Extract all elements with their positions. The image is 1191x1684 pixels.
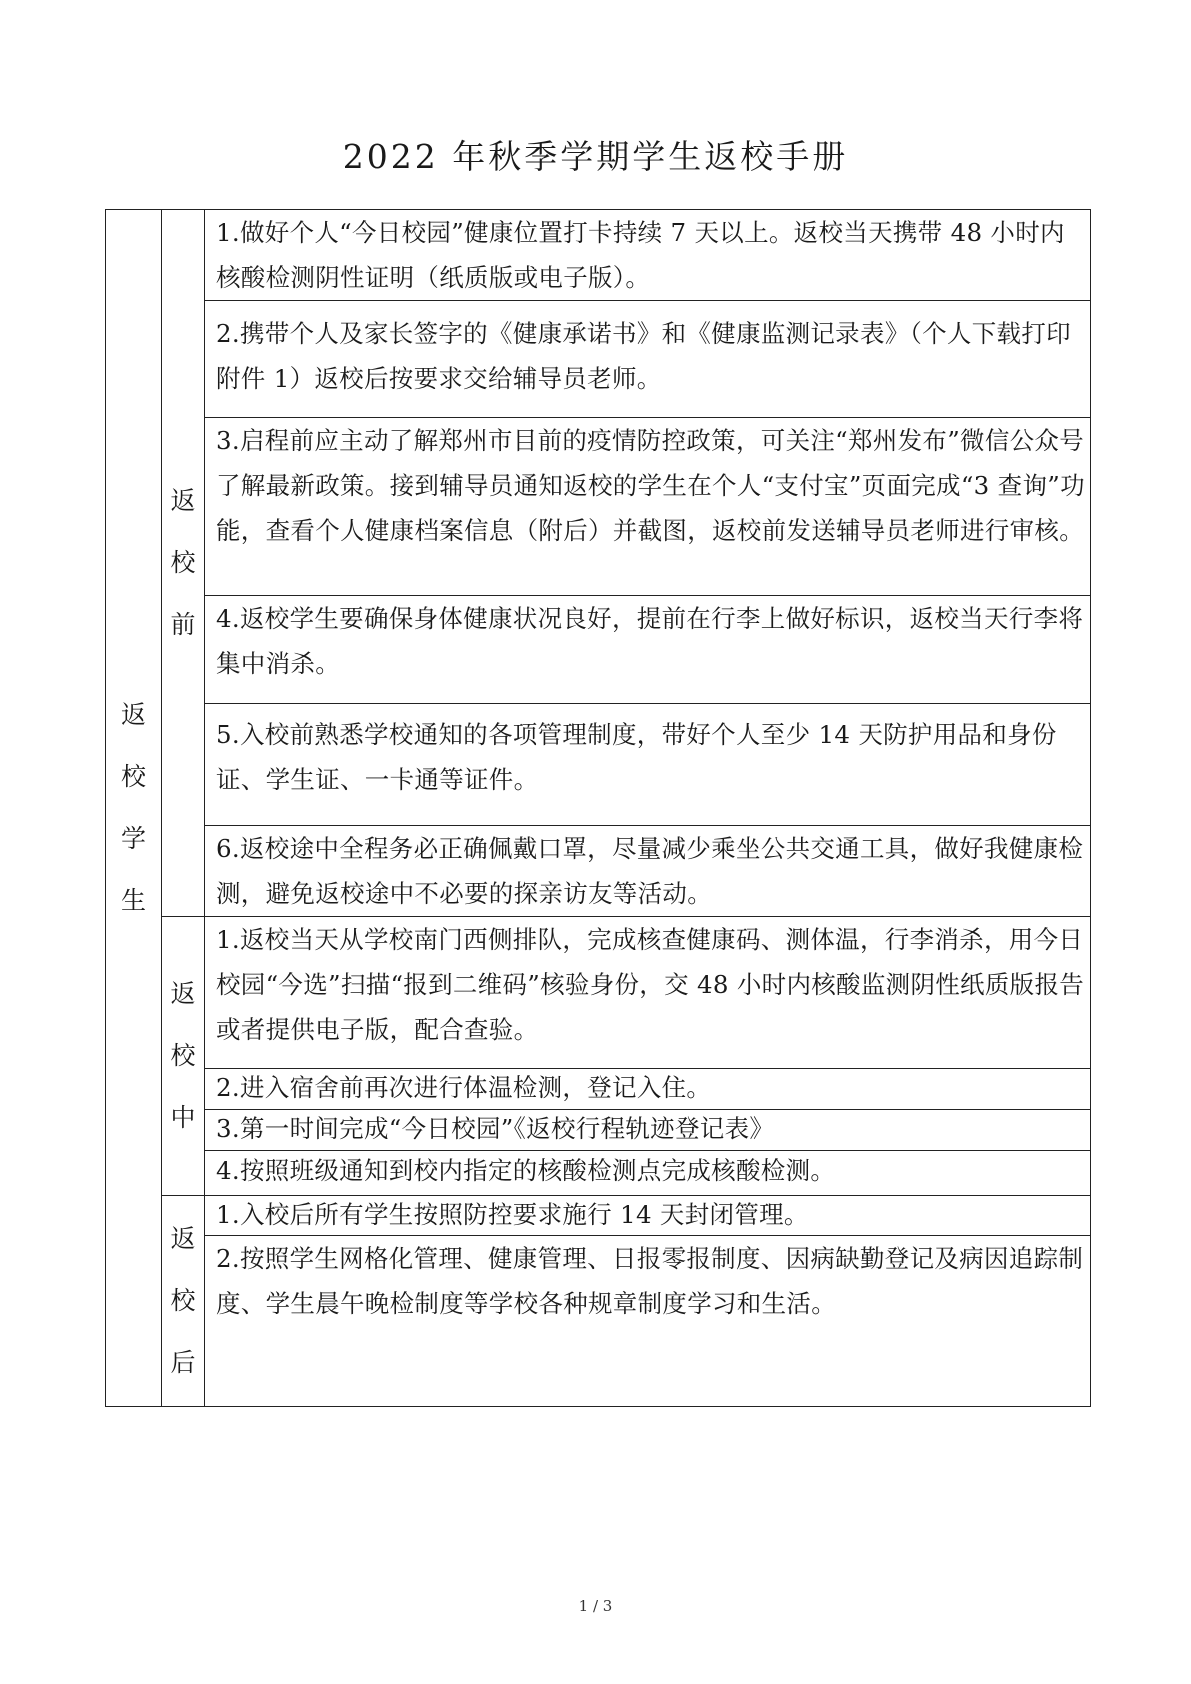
- list-item: 4.按照班级通知到校内指定的核酸检测点完成核酸检测。: [205, 1151, 1091, 1196]
- list-item: 1.做好个人“今日校园”健康位置打卡持续 7 天以上。返校当天携带 48 小时内核酸检测阴性证明（纸质版或电子版）。: [205, 210, 1091, 301]
- list-item: 3.第一时间完成“今日校园”《返校行程轨迹登记表》: [205, 1110, 1091, 1151]
- table-row: [106, 826, 1091, 917]
- list-item: 4.返校学生要确保身体健康状况良好，提前在行李上做好标识，返校当天行李将集中消杀。: [205, 596, 1091, 704]
- phase-label-before: 返 校 前: [162, 210, 205, 917]
- list-item: 5.入校前熟悉学校通知的各项管理制度，带好个人至少 14 天防护用品和身份证、学生证、一卡通等证件。: [205, 704, 1091, 826]
- table-row: [106, 1236, 1091, 1407]
- table-row: [106, 301, 1091, 418]
- list-item: 2.携带个人及家长签字的《健康承诺书》和《健康监测记录表》（个人下载打印附件 1）返校后按要求交给辅导员老师。: [205, 301, 1091, 418]
- phase-label-during: 返 校 中: [162, 917, 205, 1196]
- table-row: [106, 704, 1091, 826]
- group-label-returning-students: 返 校 学 生: [106, 210, 162, 1407]
- table-row: [106, 1110, 1091, 1151]
- list-item: 6.返校途中全程务必正确佩戴口罩，尽量减少乘坐公共交通工具，做好我健康检测，避免返校途中不必要的探亲访友等活动。: [205, 826, 1091, 917]
- table-row: [106, 210, 1091, 301]
- table-row: [106, 596, 1091, 704]
- list-item: 2.按照学生网格化管理、健康管理、日报零报制度、因病缺勤登记及病因追踪制度、学生晨午晚检制度等学校各种规章制度学习和生活。: [205, 1236, 1091, 1407]
- list-item: 3.启程前应主动了解郑州市目前的疫情防控政策，可关注“郑州发布”微信公众号了解最新政策。接到辅导员通知返校的学生在个人“支付宝”页面完成“3 查询”功能，查看个人健康档案信息（附后）并截图，返校前发送辅导员老师进行审核。: [205, 418, 1091, 596]
- return-to-school-table: [105, 209, 1091, 1407]
- list-item: 1.返校当天从学校南门西侧排队，完成核查健康码、测体温，行李消杀，用今日校园“今选”扫描“报到二维码”核验身份，交 48 小时内核酸监测阴性纸质版报告或者提供电子版，配合查验。: [205, 917, 1091, 1069]
- page-number: 1 / 3: [578, 1597, 613, 1615]
- list-item: 2.进入宿舍前再次进行体温检测，登记入住。: [205, 1069, 1091, 1110]
- phase-label-after: 返 校 后: [162, 1196, 205, 1407]
- table-row: [106, 917, 1091, 1069]
- table-row: [106, 418, 1091, 596]
- list-item: 1.入校后所有学生按照防控要求施行 14 天封闭管理。: [205, 1196, 1091, 1236]
- table-row: [106, 1069, 1091, 1110]
- table-row: [106, 1196, 1091, 1236]
- document-title: 2022 年秋季学期学生返校手册: [342, 137, 849, 176]
- table-row: [106, 1151, 1091, 1196]
